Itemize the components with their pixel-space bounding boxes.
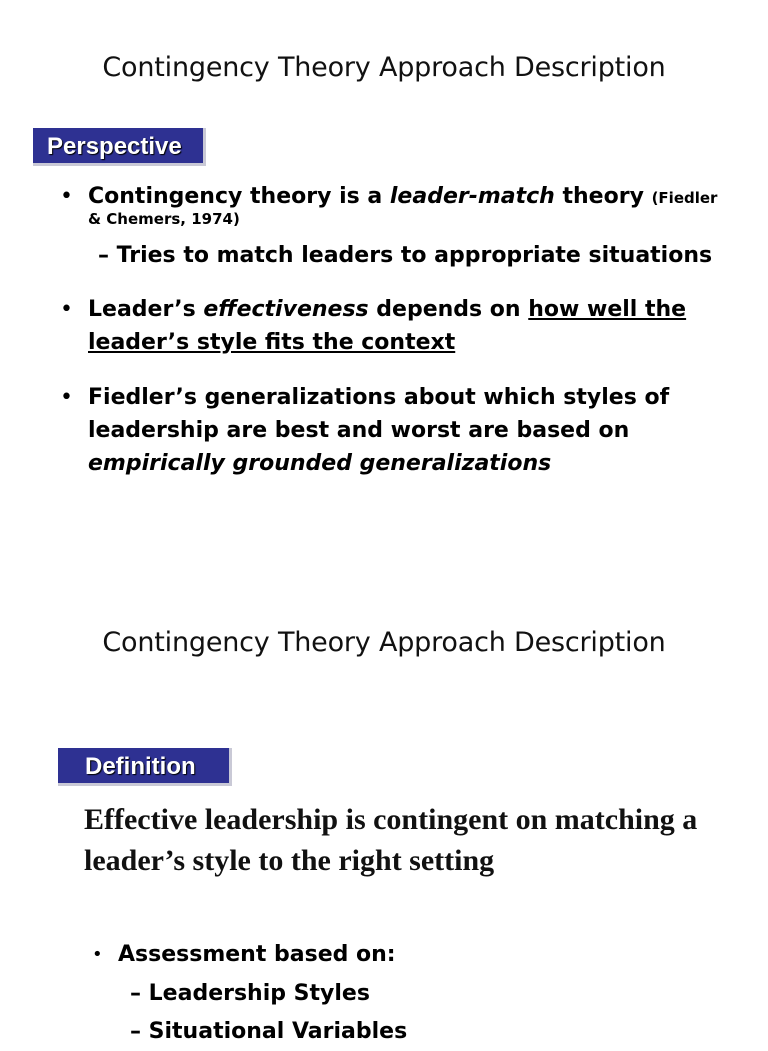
underlined-text: leader’s style fits the context: [88, 330, 456, 355]
perspective-tag: Perspective: [33, 128, 206, 166]
bullet-dot-icon: •: [60, 184, 73, 209]
citation: (Fiedler: [651, 189, 718, 207]
bullet-text: depends on: [368, 297, 529, 322]
bullet-list: [60, 180, 740, 480]
bullet-dot-icon: •: [60, 297, 73, 322]
slide-title: Contingency Theory Approach Description: [102, 627, 666, 658]
bullet-assessment: [90, 935, 730, 975]
italic-term: leader-match: [389, 184, 555, 209]
bullet-text: theory: [554, 184, 652, 209]
sub-bullet-leadership-styles: – Leadership Styles: [130, 981, 370, 1006]
italic-term: empirically grounded generalizations: [88, 451, 552, 476]
bullet-generalizations: [60, 381, 740, 480]
bullet-dot-icon: •: [92, 944, 103, 965]
citation-continued: & Chemers, 1974): [88, 210, 240, 228]
sub-bullet: – Tries to match leaders to appropriate situations: [98, 243, 713, 268]
bullet-text: Fiedler’s generalizations about which styles of: [88, 385, 670, 410]
bullet-text: leadership are best and worst are based on: [88, 418, 630, 443]
underlined-text: how well the: [528, 297, 687, 322]
bullet-text: Leader’s: [88, 297, 204, 322]
sub-bullet-situational-variables: – Situational Variables: [130, 1019, 408, 1044]
slide-title: Contingency Theory Approach Description: [102, 52, 666, 83]
definition-text: Effective leadership is contingent on matching a leader’s style to the right setting: [84, 803, 698, 877]
assessment-list: [90, 935, 730, 1051]
bullet-effectiveness: [60, 293, 740, 359]
bullet-leader-match: [60, 180, 740, 227]
bullet-dot-icon: •: [60, 385, 73, 410]
definition-tag: Definition: [58, 748, 232, 786]
italic-term: effectiveness: [203, 297, 369, 322]
slide-definition: [0, 575, 768, 1044]
bullet-text: Assessment based on:: [118, 942, 396, 967]
bullet-text: Contingency theory is a: [88, 184, 390, 209]
